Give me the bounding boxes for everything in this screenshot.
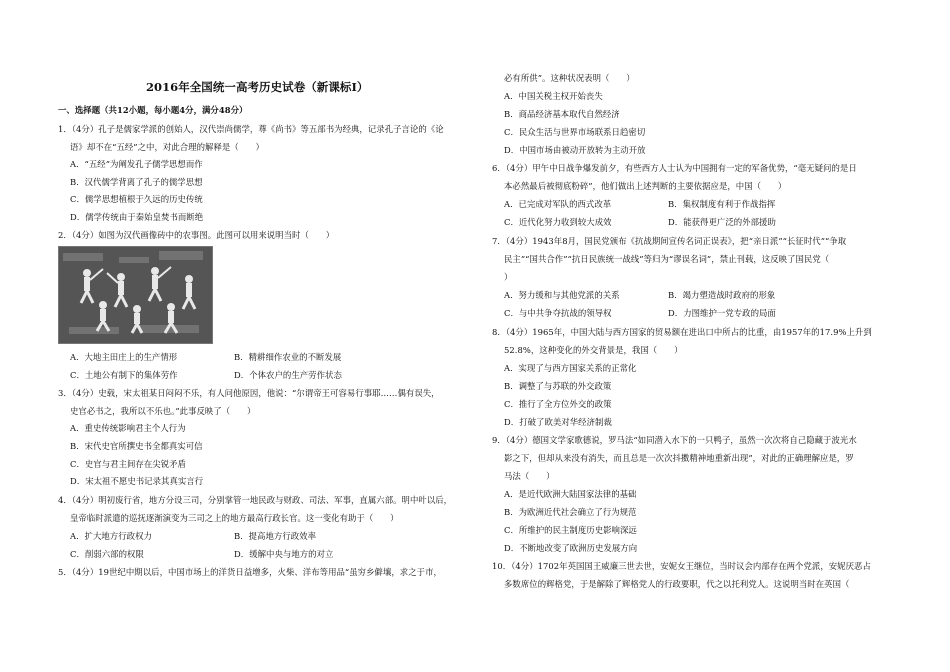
question-8-line-2: 52.8%，这种变化的外交背景是，我国（ ） [504,345,683,355]
question-7-option-d: D．力图维护一党专政的局面 [668,308,776,318]
question-9-option-c: C．所维护的民主制度历史影响深远 [504,525,637,535]
question-1-option-b: B．汉代儒学背离了孔子的儒学思想 [70,177,203,187]
question-5-option-a: A．中国关税主权开始丧失 [504,91,603,101]
question-4-option-d: D．缓解中央与地方的对立 [234,549,334,559]
question-10-line-1: 10．（4分）1702年英国国王威廉三世去世，安妮女王继位，当时议会内部存在两个党派，安妮厌恶占 [492,561,871,571]
question-1-line-2: 语》却不在“五经”之中，对此合理的解释是（ ） [70,142,265,152]
question-3-option-d: D．宋太祖不愿史书记录其真实言行 [70,476,204,486]
question-8-option-b: B．调整了与苏联的外交政策 [504,381,612,391]
question-3-option-c: C．史官与君主间存在尖锐矛盾 [70,459,186,469]
question-9-line-2: 影之下，但却从来没有消失，而且总是一次次抖擞精神地重新出现”，对此的正确理解应是，罗 [504,453,854,463]
question-4-line-2: 皇帝临时派遣的巡抚逐渐演变为三司之上的地方最高行政长官。这一变化有助于（ ） [70,513,399,523]
question-4-option-a: A．扩大地方行政权力 [70,531,152,541]
section-heading: 一、选择题（共12小题，每小题4分，满分48分） [58,105,248,115]
question-9-option-d: D．不断地改变了欧洲历史发展方向 [504,543,638,553]
question-10-line-2: 多数席位的辉格党，于是解除了辉格党人的行政要职，代之以托利党人。这说明当时在英国（ [504,579,850,589]
question-5-line-1: 5．（4分）19世纪中期以后，中国市场上的洋货日益增多，火柴、洋布等用品“虽穷乡僻壤，求之于市， [58,567,442,577]
question-9-line-1: 9．（4分）德国文学家歌德说，罗马法“如同潜入水下的一只鸭子，虽然一次次将自己隐藏于波光水 [492,435,857,445]
question-6-line-2: 本必然最后被彻底粉碎”，他们做出上述判断的主要依据应是，中国（ ） [504,181,787,191]
question-7-option-a: A．努力缓和与其他党派的关系 [504,290,620,300]
question-3-option-b: B．宋代史官所撰史书全都真实可信 [70,441,203,451]
question-7-line-3: ） [504,272,513,282]
question-8-option-c: C．推行了全方位外交的政策 [504,399,612,409]
question-7-option-c: C．与中共争夺抗战的领导权 [504,308,612,318]
question-2-option-d: D．个体农户的生产劳作状态 [234,370,342,380]
question-5-option-c: C．民众生活与世界市场联系日趋密切 [504,127,646,137]
question-2-option-c: C．土地公有制下的集体劳作 [70,370,178,380]
question-6-line-1: 6．（4分）甲午中日战争爆发前夕，有些西方人士认为中国拥有一定的军备优势，“毫无疑问的是日 [492,163,857,173]
question-5-option-d: D．中国市场由被动开放转为主动开放 [504,145,646,155]
question-1-line-1: 1．（4分）孔子是儒家学派的创始人，汉代崇尚儒学，尊《尚书》等五部书为经典，记录孔子言论的《论 [58,124,444,134]
question-4-option-c: C．削弱六部的权限 [70,549,144,559]
question-3-line-1: 3．（4分）史载，宋太祖某日闷闷不乐，有人问他原因，他说：“尔谓帝王可容易行事耶……偶有误失， [58,388,440,398]
question-9-line-3: 马法（ ） [504,471,555,481]
question-9-option-b: B．为欧洲近代社会确立了行为规范 [504,507,637,517]
question-8-option-d: D．打破了欧美对华经济制裁 [504,417,612,427]
question-1-option-a: A．“五经”为阐发孔子儒学思想而作 [70,159,203,169]
question-7-option-b: B．竭力塑造战时政府的形象 [668,290,776,300]
question-5-line-2: 必有所供”。这种状况表明（ ） [504,73,635,83]
question-5-option-b: B．商品经济基本取代自然经济 [504,109,620,119]
question-1-option-c: C．儒学思想植根于久远的历史传统 [70,194,203,204]
question-6-option-b: B．集权制度有利于作战指挥 [668,199,776,209]
han-brick-farming-image [58,246,213,344]
question-2-option-b: B．精耕细作农业的不断发展 [234,352,342,362]
question-3-line-2: 史官必书之，我所以不乐也。”此事反映了（ ） [70,406,256,416]
question-8-option-a: A．实现了与西方国家关系的正常化 [504,363,637,373]
question-9-option-a: A．是近代欧洲大陆国家法律的基础 [504,489,637,499]
question-7-line-2: 民主”“国共合作”“抗日民族统一战线”等归为“谬误名词”，禁止刊载，这反映了国民党（ [504,254,830,264]
question-4-option-b: B．提高地方行政效率 [234,531,317,541]
page-title: 2016年全国统一高考历史试卷（新课标Ⅰ） [146,80,369,94]
question-2-stem: 2．（4分）如图为汉代画像砖中的农事图。此图可以用来说明当时（ ） [58,230,335,240]
question-6-option-d: D．能获得更广泛的外部援助 [668,217,776,227]
question-6-option-a: A．已完成对军队的西式改革 [504,199,612,209]
question-6-option-c: C．近代化努力收到较大成效 [504,217,612,227]
question-4-line-1: 4．（4分）明初废行省，地方分设三司，分别掌管一地民政与财政、司法、军事，直属六部。明中叶以后， [58,495,453,505]
question-7-line-1: 7．（4分）1943年8月，国民党颁布《抗战期间宣传名词正误表》，把“亲日派”“长征时代”“争取 [492,236,847,246]
question-3-option-a: A．重史传统影响君主个人行为 [70,423,186,433]
question-1-option-d: D．儒学传统由于秦始皇焚书而断绝 [70,212,204,222]
question-8-line-1: 8．（4分）1965年，中国大陆与西方国家的贸易额在进出口中所占的比重，由1957年的17.9%上升到 [492,327,872,337]
question-2-option-a: A．大地主田庄上的生产情形 [70,352,178,362]
